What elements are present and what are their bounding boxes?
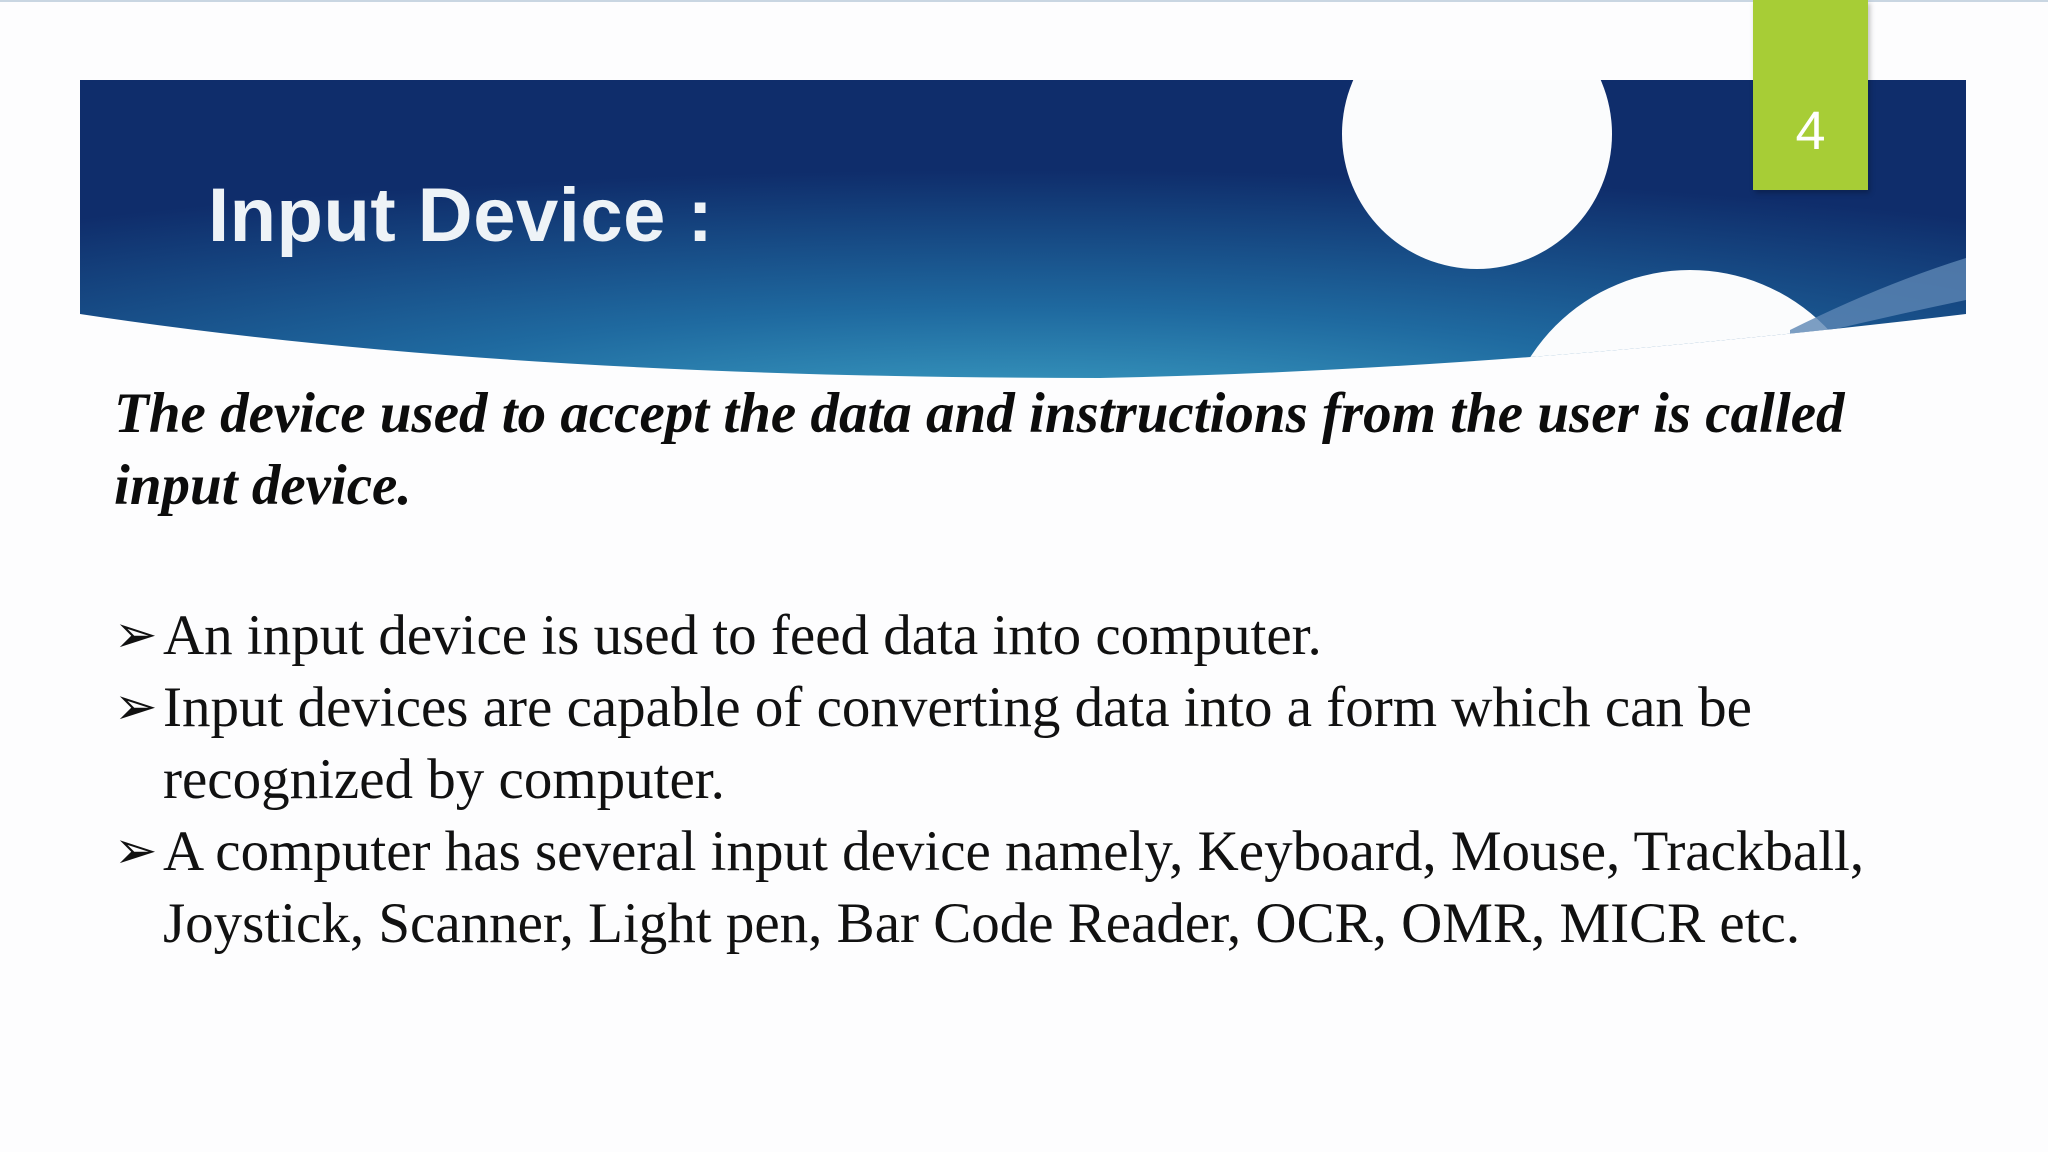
decor-circle-top xyxy=(1342,0,1612,269)
bullet-text: An input device is used to feed data into computer. xyxy=(163,604,1322,667)
bullet-item xyxy=(114,600,1894,672)
arrow-bullet-icon: ➢ xyxy=(114,679,158,736)
arrow-bullet-icon: ➢ xyxy=(114,823,158,880)
definition-text: The device used to accept the data and instructions from the user is called input device. xyxy=(114,382,1845,517)
bullet-list xyxy=(114,600,1894,960)
bullet-item xyxy=(114,672,1894,816)
bullet-item xyxy=(114,816,1894,960)
slide-title: Input Device : xyxy=(208,173,714,258)
arrow-bullet-icon: ➢ xyxy=(114,607,158,664)
bullet-text: Input devices are capable of converting data into a form which can be recognized by computer. xyxy=(163,676,1752,811)
page-number: 4 xyxy=(1795,101,1826,161)
bullet-text: A computer has several input device namely, Keyboard, Mouse, Trackball, Joystick, Scanner, Light pen, Bar Code Reader, OCR, OMR, MICR etc. xyxy=(163,820,1865,955)
page-number-badge xyxy=(1753,0,1868,190)
